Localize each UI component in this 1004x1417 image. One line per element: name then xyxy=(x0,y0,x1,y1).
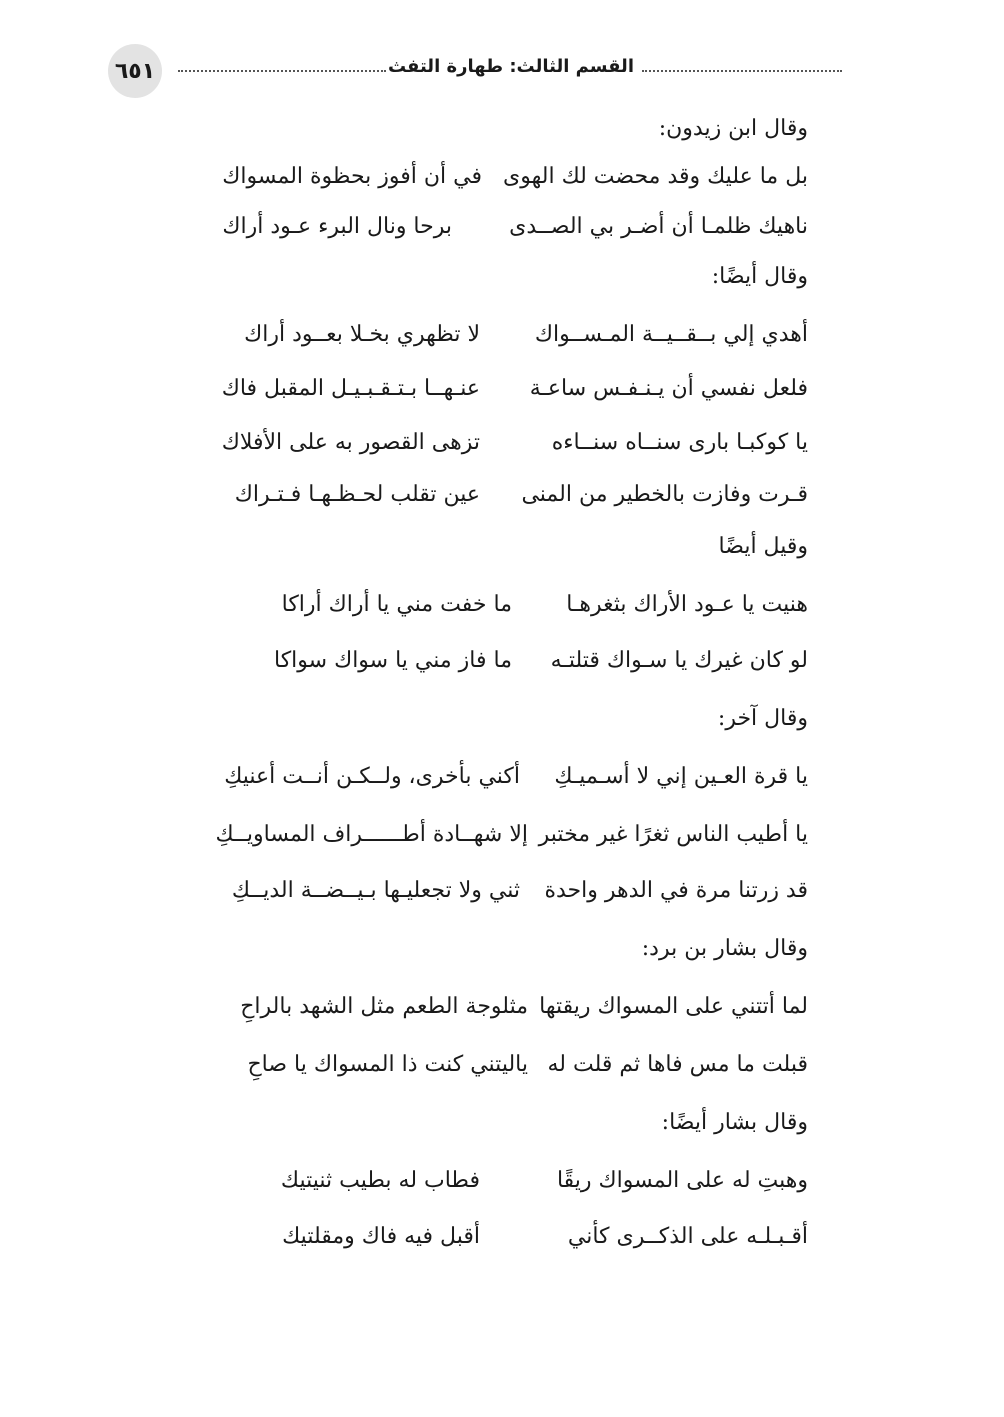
running-title: القسم الثالث: طهارة التفث xyxy=(387,56,634,77)
verse-first-hemistich: أقـبـلـه على الذكــرى كأني xyxy=(567,1224,808,1249)
verse-first-hemistich: لما أتتني على المسواك ريقتها xyxy=(539,994,808,1019)
verse-second-hemistich: أقبل فيه فاك ومقلتيك xyxy=(282,1224,480,1249)
verse-second-hemistich: في أن أفوز بحظوة المسواك xyxy=(222,164,482,189)
verse-first-hemistich: بل ما عليك وقد محضت لك الهوى xyxy=(503,164,808,189)
section-intro: وقال ابن زيدون: xyxy=(658,116,808,141)
verse-first-hemistich: قبلت ما مس فاها ثم قلت له xyxy=(547,1052,808,1077)
verse-second-hemistich: ياليتني كنت ذا المسواك يا صاحِ xyxy=(247,1052,528,1077)
section-intro: وقال أيضًا: xyxy=(711,264,808,289)
verse-second-hemistich: برحا ونال البرء عـود أراك xyxy=(222,214,452,239)
verse-second-hemistich: فطاب له بطيب ثنيتيك xyxy=(280,1168,480,1193)
page-number: ٦٥١ xyxy=(108,44,162,98)
verse-first-hemistich: يا كوكبـا بارى سنــاه سنــاءه xyxy=(551,430,808,455)
verse-first-hemistich: أهدي إلي بــقــيــة المـســواك xyxy=(534,322,808,347)
verse-first-hemistich: لو كان غيرك يا سـواك قتلتـه xyxy=(550,648,808,673)
verse-first-hemistich: ناهيك ظلمـا أن أضـر بي الصــدى xyxy=(509,214,808,239)
verse-first-hemistich: قد زرتنا مرة في الدهر واحدة xyxy=(544,878,808,903)
header-dotted-rule-right xyxy=(642,70,842,72)
verse-first-hemistich: قـرت وفازت بالخطير من المنى xyxy=(521,482,808,507)
verse-second-hemistich: عين تقلب لحـظـهـا فـتـراك xyxy=(234,482,480,507)
verse-first-hemistich: يا قرة العـين إني لا أسـميـكِ xyxy=(554,764,808,789)
verse-second-hemistich: ثني ولا تجعليـها بـيــضــة الديــكِ xyxy=(231,878,520,903)
header-dotted-rule-left xyxy=(178,70,386,72)
verse-second-hemistich: ما خفت مني يا أراك أراكا xyxy=(281,592,512,617)
verse-first-hemistich: وهبتِ له على المسواك ريقًا xyxy=(556,1168,808,1193)
section-intro: وقال بشار أيضًا: xyxy=(661,1110,808,1135)
section-intro: وقال آخر: xyxy=(717,706,808,731)
verse-first-hemistich: هنيت يا عـود الأراك بثغرهـا xyxy=(566,592,808,617)
section-intro: وقيل أيضًا xyxy=(718,534,808,559)
verse-second-hemistich: ما فاز مني يا سواك سواكا xyxy=(273,648,512,673)
verse-second-hemistich: عنـهــا بـتـقـبـيـل المقبل فاك xyxy=(221,376,480,401)
verse-second-hemistich: تزهى القصور به على الأفلاك xyxy=(221,430,480,455)
section-intro: وقال بشار بن برد: xyxy=(641,936,808,961)
page-header xyxy=(108,44,842,98)
verse-first-hemistich: فلعل نفسي أن يـنـفـس ساعـة xyxy=(529,376,808,401)
verse-second-hemistich: لا تظهري بخـلا بعــود أراك xyxy=(244,322,480,347)
verse-second-hemistich: مثلوجة الطعم مثل الشهد بالراحِ xyxy=(240,994,528,1019)
verse-first-hemistich: يا أطيب الناس ثغرًا غير مختبر xyxy=(538,822,808,847)
verse-second-hemistich: أكني بأخرى، ولــكـن أنــت أعنيكِ xyxy=(224,764,520,789)
verse-second-hemistich: إلا شهــادة أطــــــراف المساويــكِ xyxy=(215,822,528,847)
